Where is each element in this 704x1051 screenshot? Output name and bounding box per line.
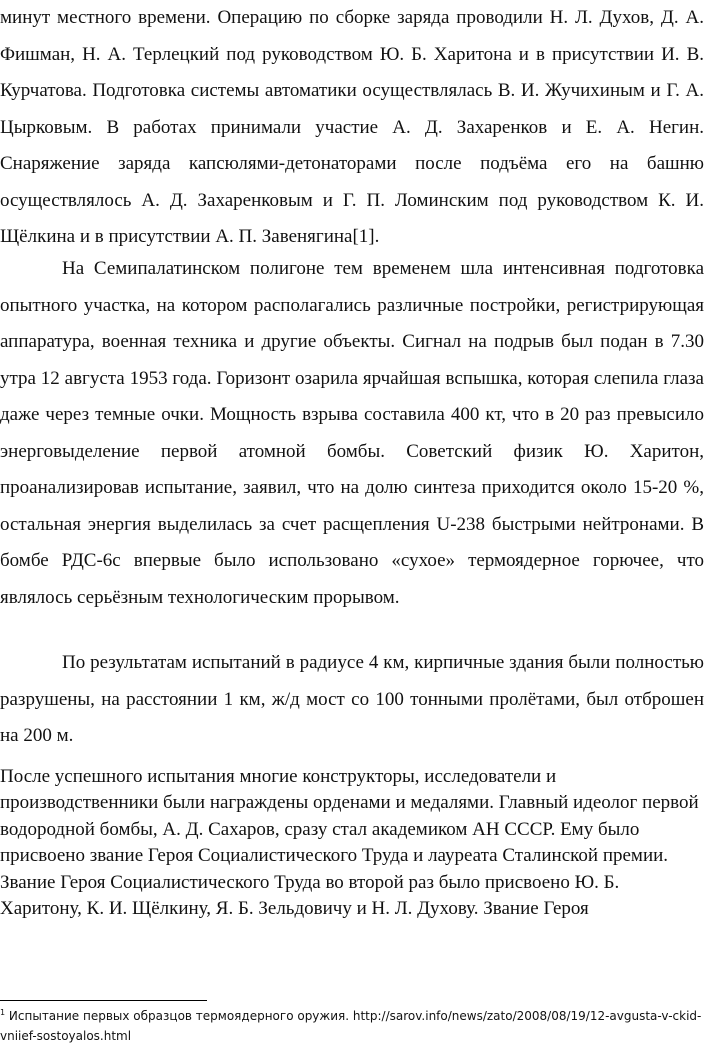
paragraph-awards: После успешного испытания многие конструкторы, исследователи и производственники были награждены орденами и медалями. Главный идеолог первой водородной бомбы, А. Д. Сахаров, сразу стал академиком АН СССР. Ему было присвоено звание Героя Социалистического Труда и лауреата Сталинской премии. Звание Героя Социалистического Труда во второй раз было присвоено Ю. Б. Харитону, К. И. Щёлкину, Я. Б. Зельдовичу и Н. Л. Духову. Звание Героя — [0, 766, 699, 920]
footnote-text[interactable]: Испытание первых образцов термоядерного оружия. http://sarov.info/news/zato/2008/08/19/12-avgusta-v-ckid-vniief-sostoyalos.html — [0, 1009, 702, 1043]
paragraph-results: По результатам испытаний в радиусе 4 км, кирпичные здания были полностью разрушены, на расстоянии 1 км, ж/д мост со 100 тонными пролётами, был отброшен на 200 м. — [0, 652, 704, 746]
paragraph-assembly-text: минут местного времени. Операцию по сборке заряда проводили Н. Л. Духов, Д. А. Фишман, Н. А. Терлецкий под руководством Ю. Б. Харитона и в присутствии И. В. Курчатова. Подготовка системы автоматики осуществлялась В. И. Жучихиным и Г. А. Цырковым. В работах принимали участие А. Д. Захаренков и Е. А. Негин. Снаряжение заряда капсюлями-детонаторами после подъёма его на башню осуществлялось А. Д. Захаренковым и Г. П. Ломинским под руководством К. И. Щёлкина и в присутствии А. П. Завенягина — [0, 7, 704, 247]
reference-link[interactable]: [1]. — [352, 226, 380, 247]
paragraph-test-site: На Семипалатинском полигоне тем временем шла интенсивная подготовка опытного участка, на котором располагались различные постройки, регистрирующая аппаратура, военная техника и другие объекты. Сигнал на подрыв был подан в 7.30 утра 12 августа 1953 года. Горизонт озарила ярчайшая вспышка, которая слепила глаза даже через темные очки. Мощность взрыва составила 400 кт, что в 20 раз превысило энерговыделение первой атомной бомбы. Советский физик Ю. Харитон, проанализировав испытание, заявил, что на долю синтеза приходится около 15-20 %, остальная энергия выделилась за счет расщепления U-238 быстрыми нейтронами. В бомбе РДС-6с впервые было использовано «сухое» термоядерное горючее, что являлось серьёзным технологическим прорывом. — [0, 258, 704, 608]
footnote-marker: 1 — [0, 1008, 6, 1017]
paragraph-assembly — [0, 0, 704, 256]
footnote — [0, 1006, 704, 1046]
footnote-separator — [0, 1000, 207, 1001]
